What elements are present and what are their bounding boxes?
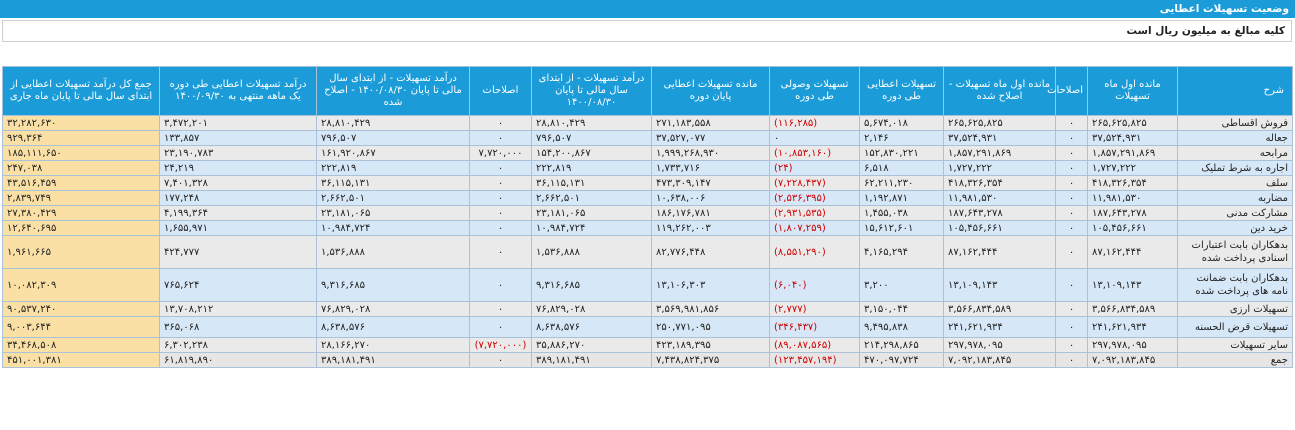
cell-c4: ۱,۱۹۲,۸۷۱ <box>860 191 944 206</box>
cell-c10: ۶۱,۸۱۹,۸۹۰ <box>160 353 317 368</box>
cell-c5: (۸,۵۵۱,۲۹۰) <box>770 236 860 269</box>
cell-c5: (۱,۸۰۷,۲۵۹) <box>770 221 860 236</box>
cell-c9: ۸,۶۳۸,۵۷۶ <box>317 317 470 338</box>
cell-c9: ۳۸۹,۱۸۱,۴۹۱ <box>317 353 470 368</box>
table-row <box>3 146 1293 161</box>
table-row <box>3 161 1293 176</box>
column-header: تسهیلات وصولی طی دوره <box>770 67 860 116</box>
cell-c6: ۱۸۶,۱۷۶,۷۸۱ <box>652 206 770 221</box>
cell-c9: ۲۲۲,۸۱۹ <box>317 161 470 176</box>
cell-c8: ۰ <box>470 353 532 368</box>
cell-c6: ۱,۷۳۳,۷۱۶ <box>652 161 770 176</box>
row-label: فروش اقساطی <box>1178 116 1293 131</box>
column-header: اصلاحات <box>470 67 532 116</box>
row-label: تسهیلات قرض الحسنه <box>1178 317 1293 338</box>
cell-c10: ۳۶۵,۰۶۸ <box>160 317 317 338</box>
table-row <box>3 317 1293 338</box>
cell-c9: ۱,۵۳۶,۸۸۸ <box>317 236 470 269</box>
column-header: اصلاحات <box>1056 67 1088 116</box>
cell-c4: ۱۵,۶۱۲,۶۰۱ <box>860 221 944 236</box>
cell-c9: ۲,۶۶۲,۵۰۱ <box>317 191 470 206</box>
row-label: مرابحه <box>1178 146 1293 161</box>
column-header: درآمد تسهیلات - از ابتدای سال مالی تا پایان ۱۴۰۰/۰۸/۳۰ <box>532 67 652 116</box>
cell-c9: ۲۸,۸۱۰,۴۲۹ <box>317 116 470 131</box>
cell-c10: ۲۴,۲۱۹ <box>160 161 317 176</box>
cell-c9: ۷۹۶,۵۰۷ <box>317 131 470 146</box>
cell-c9: ۹,۳۱۶,۶۸۵ <box>317 269 470 302</box>
cell-c5: (۱۰,۸۵۳,۱۶۰) <box>770 146 860 161</box>
cell-c7: ۲,۶۶۲,۵۰۱ <box>532 191 652 206</box>
column-header: درآمد تسهیلات اعطایی طی دوره یک ماهه منتهی به ۱۴۰۰/۰۹/۳۰ <box>160 67 317 116</box>
cell-c7: ۳۶,۱۱۵,۱۳۱ <box>532 176 652 191</box>
cell-c6: ۱۰,۶۳۸,۰۰۶ <box>652 191 770 206</box>
cell-c10: ۲۳,۱۹۰,۷۸۳ <box>160 146 317 161</box>
cell-c1: ۲۶۵,۶۲۵,۸۲۵ <box>1088 116 1178 131</box>
table-row <box>3 191 1293 206</box>
cell-c8: ۰ <box>470 191 532 206</box>
cell-c1: ۱۸۷,۶۴۳,۲۷۸ <box>1088 206 1178 221</box>
cell-c2: ۰ <box>1056 176 1088 191</box>
table-row <box>3 269 1293 302</box>
cell-c2: ۰ <box>1056 338 1088 353</box>
cell-c5: (۷,۲۲۸,۴۳۷) <box>770 176 860 191</box>
cell-c2: ۰ <box>1056 221 1088 236</box>
row-label: تسهیلات ارزی <box>1178 302 1293 317</box>
cell-c1: ۲۹۷,۹۷۸,۰۹۵ <box>1088 338 1178 353</box>
cell-c9: ۲۸,۱۶۶,۲۷۰ <box>317 338 470 353</box>
cell-c3: ۱,۷۲۷,۲۲۲ <box>944 161 1056 176</box>
table-row <box>3 116 1293 131</box>
table-row <box>3 302 1293 317</box>
cell-c11: ۱۸۵,۱۱۱,۶۵۰ <box>3 146 160 161</box>
table-row <box>3 131 1293 146</box>
cell-c4: ۴۷۰,۰۹۷,۷۲۴ <box>860 353 944 368</box>
cell-c6: ۱۳,۱۰۶,۳۰۳ <box>652 269 770 302</box>
cell-c8: ۰ <box>470 206 532 221</box>
cell-c11: ۴۳,۵۱۶,۴۵۹ <box>3 176 160 191</box>
cell-c11: ۴۵۱,۰۰۱,۳۸۱ <box>3 353 160 368</box>
cell-c5: ۰ <box>770 131 860 146</box>
cell-c3: ۱۸۷,۶۴۳,۲۷۸ <box>944 206 1056 221</box>
cell-c5: (۲,۷۷۷) <box>770 302 860 317</box>
cell-c8: ۰ <box>470 302 532 317</box>
cell-c11: ۳۴,۴۶۸,۵۰۸ <box>3 338 160 353</box>
cell-c9: ۱۶۱,۹۲۰,۸۶۷ <box>317 146 470 161</box>
cell-c10: ۱۳۳,۸۵۷ <box>160 131 317 146</box>
cell-c3: ۲۶۵,۶۲۵,۸۲۵ <box>944 116 1056 131</box>
row-label: جعاله <box>1178 131 1293 146</box>
cell-c7: ۳۸۹,۱۸۱,۴۹۱ <box>532 353 652 368</box>
column-header: مانده تسهیلات اعطایی پایان دوره <box>652 67 770 116</box>
cell-c9: ۲۳,۱۸۱,۰۶۵ <box>317 206 470 221</box>
cell-c7: ۱۰,۹۸۴,۷۲۴ <box>532 221 652 236</box>
cell-c2: ۰ <box>1056 206 1088 221</box>
cell-c1: ۳,۵۶۶,۸۳۴,۵۸۹ <box>1088 302 1178 317</box>
table-row <box>3 338 1293 353</box>
column-header: مانده اول ماه تسهیلات - اصلاح شده <box>944 67 1056 116</box>
cell-c4: ۱۵۲,۸۳۰,۲۲۱ <box>860 146 944 161</box>
cell-c4: ۴,۱۶۵,۲۹۴ <box>860 236 944 269</box>
cell-c5: (۱۱۶,۲۸۵) <box>770 116 860 131</box>
cell-c3: ۱۳,۱۰۹,۱۴۳ <box>944 269 1056 302</box>
cell-c1: ۱,۷۲۷,۲۲۲ <box>1088 161 1178 176</box>
cell-c9: ۷۶,۸۲۹,۰۲۸ <box>317 302 470 317</box>
page-title: وضعیت تسهیلات اعطایی <box>0 0 1295 18</box>
cell-c2: ۰ <box>1056 191 1088 206</box>
cell-c10: ۴,۱۹۹,۳۶۴ <box>160 206 317 221</box>
cell-c6: ۴۲۳,۱۸۹,۳۹۵ <box>652 338 770 353</box>
cell-c10: ۱۳,۷۰۸,۲۱۲ <box>160 302 317 317</box>
cell-c1: ۱۱,۹۸۱,۵۳۰ <box>1088 191 1178 206</box>
table-row <box>3 221 1293 236</box>
cell-c4: ۹,۴۹۵,۸۳۸ <box>860 317 944 338</box>
cell-c6: ۸۲,۷۷۶,۴۴۸ <box>652 236 770 269</box>
cell-c7: ۱۵۴,۲۰۰,۸۶۷ <box>532 146 652 161</box>
row-label: سایر تسهیلات <box>1178 338 1293 353</box>
cell-c5: (۶,۰۴۰) <box>770 269 860 302</box>
row-label: مضاربه <box>1178 191 1293 206</box>
cell-c1: ۲۴۱,۶۲۱,۹۳۴ <box>1088 317 1178 338</box>
cell-c3: ۳۷,۵۲۴,۹۳۱ <box>944 131 1056 146</box>
cell-c10: ۱۷۷,۲۴۸ <box>160 191 317 206</box>
column-header: شرح <box>1178 67 1293 116</box>
cell-c2: ۰ <box>1056 131 1088 146</box>
cell-c8: ۰ <box>470 317 532 338</box>
cell-c6: ۷,۴۳۸,۸۲۴,۳۷۵ <box>652 353 770 368</box>
cell-c7: ۷۶,۸۲۹,۰۲۸ <box>532 302 652 317</box>
cell-c11: ۲,۸۳۹,۷۴۹ <box>3 191 160 206</box>
column-header: مانده اول ماه تسهیلات <box>1088 67 1178 116</box>
cell-c10: ۳,۴۷۲,۲۰۱ <box>160 116 317 131</box>
cell-c4: ۱,۴۵۵,۰۳۸ <box>860 206 944 221</box>
cell-c8: (۷,۷۲۰,۰۰۰) <box>470 338 532 353</box>
column-header: تسهیلات اعطایی طی دوره <box>860 67 944 116</box>
cell-c2: ۰ <box>1056 161 1088 176</box>
cell-c10: ۴۲۴,۷۷۷ <box>160 236 317 269</box>
cell-c4: ۶,۵۱۸ <box>860 161 944 176</box>
cell-c5: (۱۲۳,۴۵۷,۱۹۴) <box>770 353 860 368</box>
cell-c8: ۰ <box>470 116 532 131</box>
cell-c7: ۸,۶۳۸,۵۷۶ <box>532 317 652 338</box>
cell-c8: ۷,۷۲۰,۰۰۰ <box>470 146 532 161</box>
column-header: جمع کل درآمد تسهیلات اعطایی از ابتدای سال مالی تا پایان ماه جاری <box>3 67 160 116</box>
cell-c6: ۳۷,۵۲۷,۰۷۷ <box>652 131 770 146</box>
cell-c6: ۴۷۳,۳۰۹,۱۴۷ <box>652 176 770 191</box>
column-header: درآمد تسهیلات - از ابتدای سال مالی تا پایان ۱۴۰۰/۰۸/۳۰ - اصلاح شده <box>317 67 470 116</box>
cell-c9: ۱۰,۹۸۴,۷۲۴ <box>317 221 470 236</box>
cell-c3: ۸۷,۱۶۲,۴۴۴ <box>944 236 1056 269</box>
row-label: خرید دین <box>1178 221 1293 236</box>
cell-c4: ۲۱۴,۲۹۸,۸۶۵ <box>860 338 944 353</box>
cell-c5: (۳۴۶,۴۳۷) <box>770 317 860 338</box>
cell-c10: ۷,۴۰۱,۳۲۸ <box>160 176 317 191</box>
cell-c8: ۰ <box>470 236 532 269</box>
row-label: بدهکاران بابت اعتبارات اسنادی پرداخت شده <box>1178 236 1293 269</box>
cell-c5: (۲,۵۳۶,۳۹۵) <box>770 191 860 206</box>
cell-c1: ۷,۰۹۲,۱۸۳,۸۴۵ <box>1088 353 1178 368</box>
cell-c7: ۹,۳۱۶,۶۸۵ <box>532 269 652 302</box>
cell-c9: ۳۶,۱۱۵,۱۳۱ <box>317 176 470 191</box>
cell-c2: ۰ <box>1056 146 1088 161</box>
table-row <box>3 236 1293 269</box>
cell-c3: ۱,۸۵۷,۲۹۱,۸۶۹ <box>944 146 1056 161</box>
units-note: کلیه مبالغ به میلیون ریال است <box>2 20 1292 42</box>
cell-c8: ۰ <box>470 161 532 176</box>
cell-c8: ۰ <box>470 176 532 191</box>
table-row <box>3 176 1293 191</box>
row-label: اجاره به شرط تملیک <box>1178 161 1293 176</box>
cell-c4: ۶۲,۲۱۱,۲۳۰ <box>860 176 944 191</box>
cell-c3: ۱۱,۹۸۱,۵۳۰ <box>944 191 1056 206</box>
cell-c2: ۰ <box>1056 269 1088 302</box>
cell-c11: ۳۲,۲۸۲,۶۳۰ <box>3 116 160 131</box>
cell-c1: ۱۰۵,۴۵۶,۶۶۱ <box>1088 221 1178 236</box>
cell-c10: ۱,۶۵۵,۹۷۱ <box>160 221 317 236</box>
cell-c7: ۳۵,۸۸۶,۲۷۰ <box>532 338 652 353</box>
cell-c8: ۰ <box>470 269 532 302</box>
cell-c4: ۲,۱۴۶ <box>860 131 944 146</box>
cell-c8: ۰ <box>470 221 532 236</box>
table-header-row <box>3 67 1293 116</box>
cell-c3: ۷,۰۹۲,۱۸۳,۸۴۵ <box>944 353 1056 368</box>
cell-c2: ۰ <box>1056 116 1088 131</box>
cell-c5: (۲,۹۳۱,۵۳۵) <box>770 206 860 221</box>
cell-c1: ۴۱۸,۳۲۶,۳۵۴ <box>1088 176 1178 191</box>
cell-c7: ۲۸,۸۱۰,۴۲۹ <box>532 116 652 131</box>
cell-c3: ۳,۵۶۶,۸۳۴,۵۸۹ <box>944 302 1056 317</box>
cell-c11: ۱۲,۶۴۰,۶۹۵ <box>3 221 160 236</box>
cell-c2: ۰ <box>1056 302 1088 317</box>
cell-c6: ۱۱۹,۲۶۲,۰۰۳ <box>652 221 770 236</box>
cell-c11: ۹۰,۵۳۷,۲۴۰ <box>3 302 160 317</box>
cell-c1: ۳۷,۵۲۴,۹۳۱ <box>1088 131 1178 146</box>
row-label: بدهکاران بابت ضمانت نامه های پرداخت شده <box>1178 269 1293 302</box>
cell-c2: ۰ <box>1056 236 1088 269</box>
cell-c7: ۱,۵۳۶,۸۸۸ <box>532 236 652 269</box>
cell-c6: ۲۷۱,۱۸۳,۵۵۸ <box>652 116 770 131</box>
cell-c1: ۱,۸۵۷,۲۹۱,۸۶۹ <box>1088 146 1178 161</box>
cell-c3: ۱۰۵,۴۵۶,۶۶۱ <box>944 221 1056 236</box>
cell-c11: ۱۰,۰۸۲,۳۰۹ <box>3 269 160 302</box>
cell-c11: ۱,۹۶۱,۶۶۵ <box>3 236 160 269</box>
cell-c4: ۳,۲۰۰ <box>860 269 944 302</box>
cell-c11: ۹,۰۰۳,۶۴۴ <box>3 317 160 338</box>
cell-c4: ۳,۱۵۰,۰۴۴ <box>860 302 944 317</box>
cell-c3: ۲۴۱,۶۲۱,۹۳۴ <box>944 317 1056 338</box>
cell-c1: ۱۳,۱۰۹,۱۴۳ <box>1088 269 1178 302</box>
cell-c3: ۴۱۸,۳۲۶,۳۵۴ <box>944 176 1056 191</box>
row-label: سلف <box>1178 176 1293 191</box>
cell-c6: ۱,۹۹۹,۲۶۸,۹۳۰ <box>652 146 770 161</box>
table-row <box>3 206 1293 221</box>
cell-c11: ۲۴۷,۰۳۸ <box>3 161 160 176</box>
cell-c6: ۳,۵۶۹,۹۸۱,۸۵۶ <box>652 302 770 317</box>
cell-c11: ۲۷,۳۸۰,۴۲۹ <box>3 206 160 221</box>
cell-c8: ۰ <box>470 131 532 146</box>
row-label: مشارکت مدنی <box>1178 206 1293 221</box>
cell-c2: ۰ <box>1056 353 1088 368</box>
cell-c7: ۲۲۲,۸۱۹ <box>532 161 652 176</box>
cell-c4: ۵,۶۷۴,۰۱۸ <box>860 116 944 131</box>
facilities-table <box>2 66 1293 368</box>
cell-c2: ۰ <box>1056 317 1088 338</box>
cell-c7: ۲۳,۱۸۱,۰۶۵ <box>532 206 652 221</box>
cell-c3: ۲۹۷,۹۷۸,۰۹۵ <box>944 338 1056 353</box>
row-label: جمع <box>1178 353 1293 368</box>
cell-c1: ۸۷,۱۶۲,۴۴۴ <box>1088 236 1178 269</box>
cell-c11: ۹۲۹,۳۶۴ <box>3 131 160 146</box>
cell-c5: (۲۴) <box>770 161 860 176</box>
cell-c10: ۶,۳۰۲,۲۳۸ <box>160 338 317 353</box>
cell-c7: ۷۹۶,۵۰۷ <box>532 131 652 146</box>
cell-c10: ۷۶۵,۶۲۴ <box>160 269 317 302</box>
table-total-row <box>3 353 1293 368</box>
cell-c6: ۲۵۰,۷۷۱,۰۹۵ <box>652 317 770 338</box>
cell-c5: (۸۹,۰۸۷,۵۶۵) <box>770 338 860 353</box>
